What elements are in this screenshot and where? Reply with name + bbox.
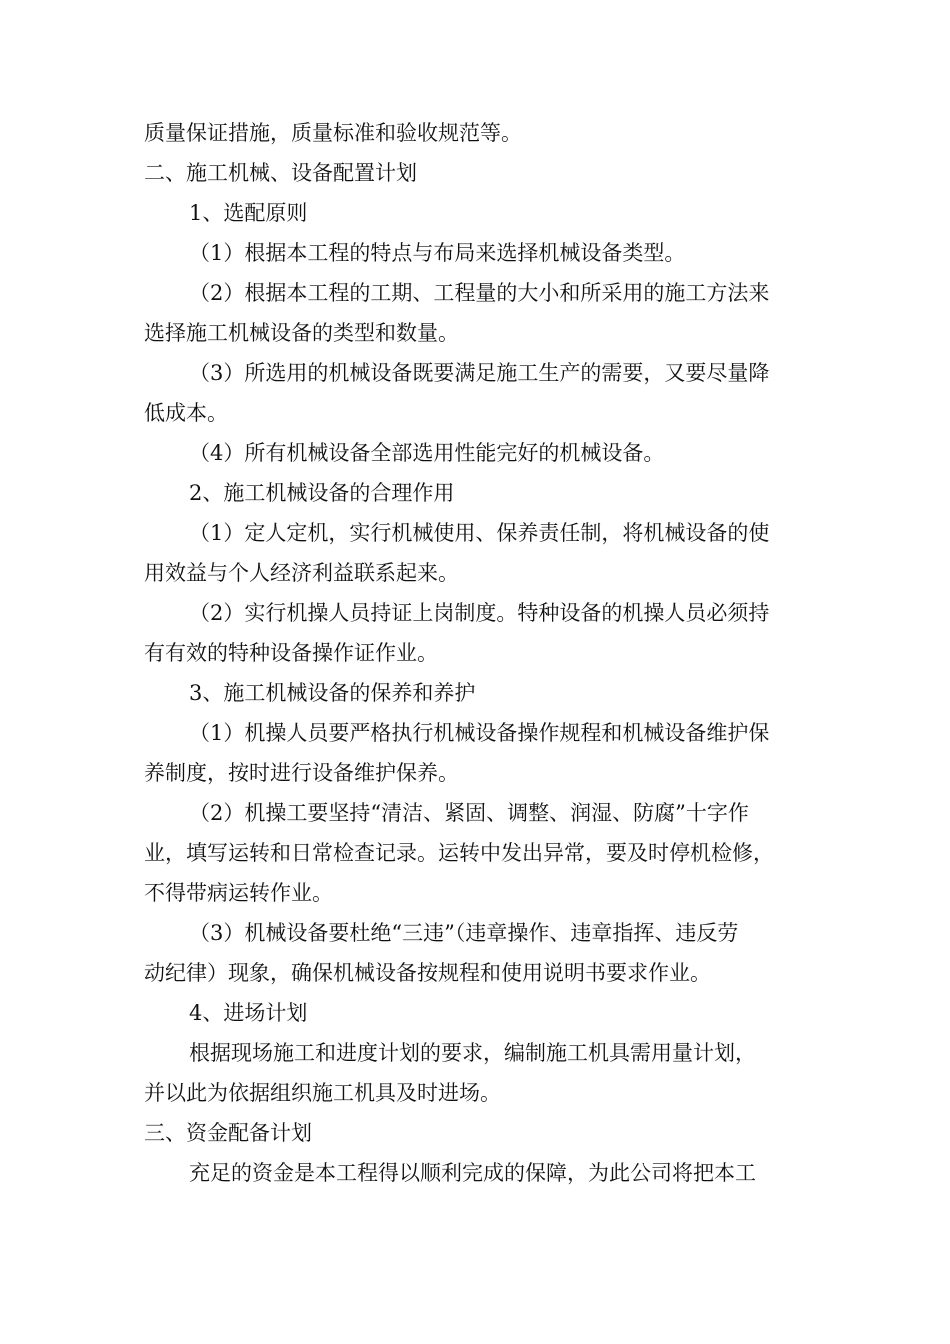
subsection-heading: 3、施工机械设备的保养和养护 (189, 681, 476, 705)
paragraph-line: （2）实行机操人员持证上岗制度。特种设备的机操人员必须持 (189, 601, 770, 625)
paragraph-line: 养制度，按时进行设备维护保养。 (144, 761, 459, 785)
paragraph-line: （3）机械设备要杜绝“三违”（违章操作、违章指挥、违反劳 (189, 921, 739, 945)
paragraph-line: 选择施工机械设备的类型和数量。 (144, 321, 459, 345)
paragraph-line: （1）定人定机，实行机械使用、保养责任制，将机械设备的使 (189, 521, 770, 545)
document-body (144, 113, 824, 1193)
subsection-heading: 2、施工机械设备的合理作用 (189, 481, 455, 505)
paragraph-line: 并以此为依据组织施工机具及时进场。 (144, 1081, 501, 1105)
paragraph-line: （4）所有机械设备全部选用性能完好的机械设备。 (189, 441, 665, 465)
paragraph-line: 动纪律）现象，确保机械设备按规程和使用说明书要求作业。 (144, 961, 711, 985)
paragraph-line: 根据现场施工和进度计划的要求，编制施工机具需用量计划， (189, 1041, 756, 1065)
paragraph-line: 用效益与个人经济利益联系起来。 (144, 561, 459, 585)
section-heading: 三、资金配备计划 (144, 1121, 312, 1145)
paragraph-line: 充足的资金是本工程得以顺利完成的保障，为此公司将把本工 (189, 1161, 756, 1185)
paragraph-line: （2）根据本工程的工期、工程量的大小和所采用的施工方法来 (189, 281, 770, 305)
section-heading: 二、施工机械、设备配置计划 (144, 161, 417, 185)
paragraph-line: （1）机操人员要严格执行机械设备操作规程和机械设备维护保 (189, 721, 770, 745)
paragraph-line: 低成本。 (144, 401, 228, 425)
paragraph-line: 不得带病运转作业。 (144, 881, 333, 905)
paragraph-line: （1）根据本工程的特点与布局来选择机械设备类型。 (189, 241, 686, 265)
paragraph-line: 质量保证措施，质量标准和验收规范等。 (144, 121, 522, 145)
paragraph-line: 业，填写运转和日常检查记录。运转中发出异常，要及时停机检修， (144, 841, 774, 865)
paragraph-line: （3）所选用的机械设备既要满足施工生产的需要，又要尽量降 (189, 361, 770, 385)
subsection-heading: 4、进场计划 (189, 1001, 308, 1025)
paragraph-line: 有有效的特种设备操作证作业。 (144, 641, 438, 665)
paragraph-line: （2）机操工要坚持“清洁、紧固、调整、润湿、防腐”十字作 (189, 801, 749, 825)
subsection-heading: 1、选配原则 (189, 201, 308, 225)
